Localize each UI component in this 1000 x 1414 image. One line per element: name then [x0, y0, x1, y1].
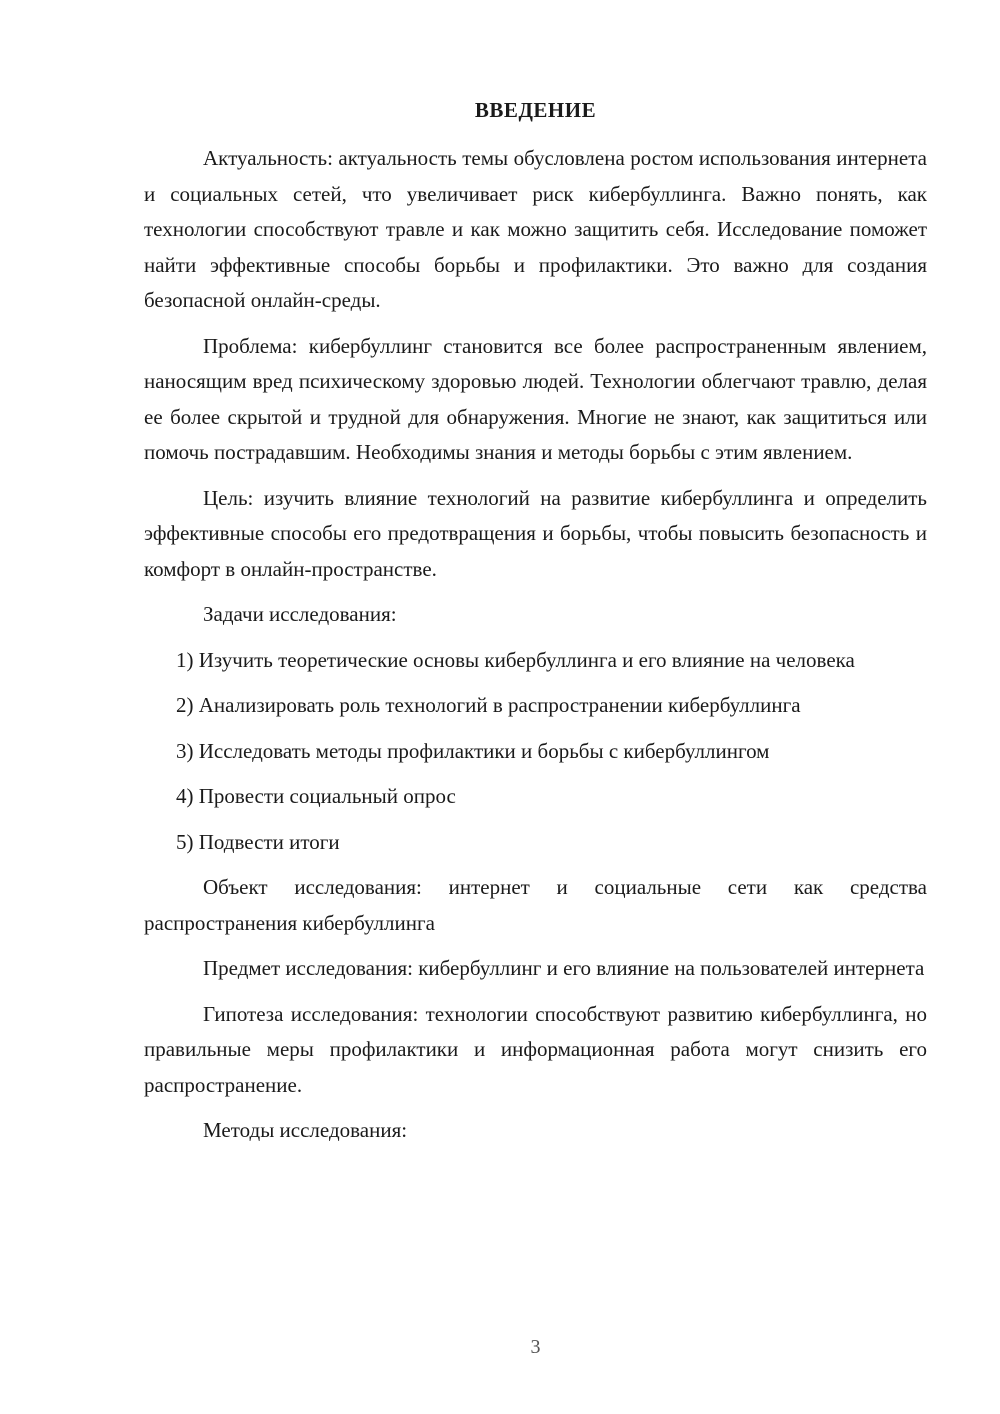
list-item-task-1: 1) Изучить теоретические основы кибербуллинга и его влияние на человека	[176, 647, 855, 672]
body-text	[144, 141, 927, 1159]
paragraph-subject: Предмет исследования: кибербуллинг и его влияние на пользователей интернета	[203, 956, 925, 980]
list-item-task-5: 5) Подвести итоги	[176, 829, 340, 854]
list-item-task-3: 3) Исследовать методы профилактики и борьбы с кибербуллингом	[176, 738, 770, 763]
paragraph-object: Объект исследования: интернет и социальные сети как средства распространения кибербуллинга	[144, 875, 927, 935]
paragraph-methods: Методы исследования:	[203, 1118, 408, 1142]
page-number: 3	[530, 1336, 541, 1358]
paragraph-hypothesis: Гипотеза исследования: технологии способствуют развитию кибербуллинга, но правильные меры профилактики и информационная работа могут снизить его распространение.	[144, 1001, 927, 1097]
paragraph-problem: Проблема: кибербуллинг становится все более распространенным явлением, наносящим вред психическому здоровью людей. Технологии облегчают травлю, делая ее более скрытой и трудной для обнаружения. Многие не знают, как защититься или помочь пострадавшим. Необходимы знания и методы борьбы с этим явлением.	[144, 333, 927, 464]
document-page	[144, 0, 927, 1414]
paragraph-relevance: Актуальность: актуальность темы обусловлена ростом использования интернета и социальных сетей, что увеличивает риск кибербуллинга. Важно понять, как технологии способствуют травле и как можно защитить себя. Исследование поможет найти эффективные способы борьбы и профилактики. Это важно для создания безопасной онлайн-среды.	[144, 146, 927, 312]
page-title: ВВЕДЕНИЕ	[474, 98, 597, 122]
paragraph-tasks-heading: Задачи исследования:	[203, 602, 397, 626]
paragraph-goal: Цель: изучить влияние технологий на развитие кибербуллинга и определить эффективные способы его предотвращения и борьбы, чтобы повысить безопасность и комфорт в онлайн-пространстве.	[144, 485, 927, 581]
list-item-task-4: 4) Провести социальный опрос	[176, 784, 456, 808]
list-item-task-2: 2) Анализировать роль технологий в распространении кибербуллинга	[176, 693, 801, 717]
